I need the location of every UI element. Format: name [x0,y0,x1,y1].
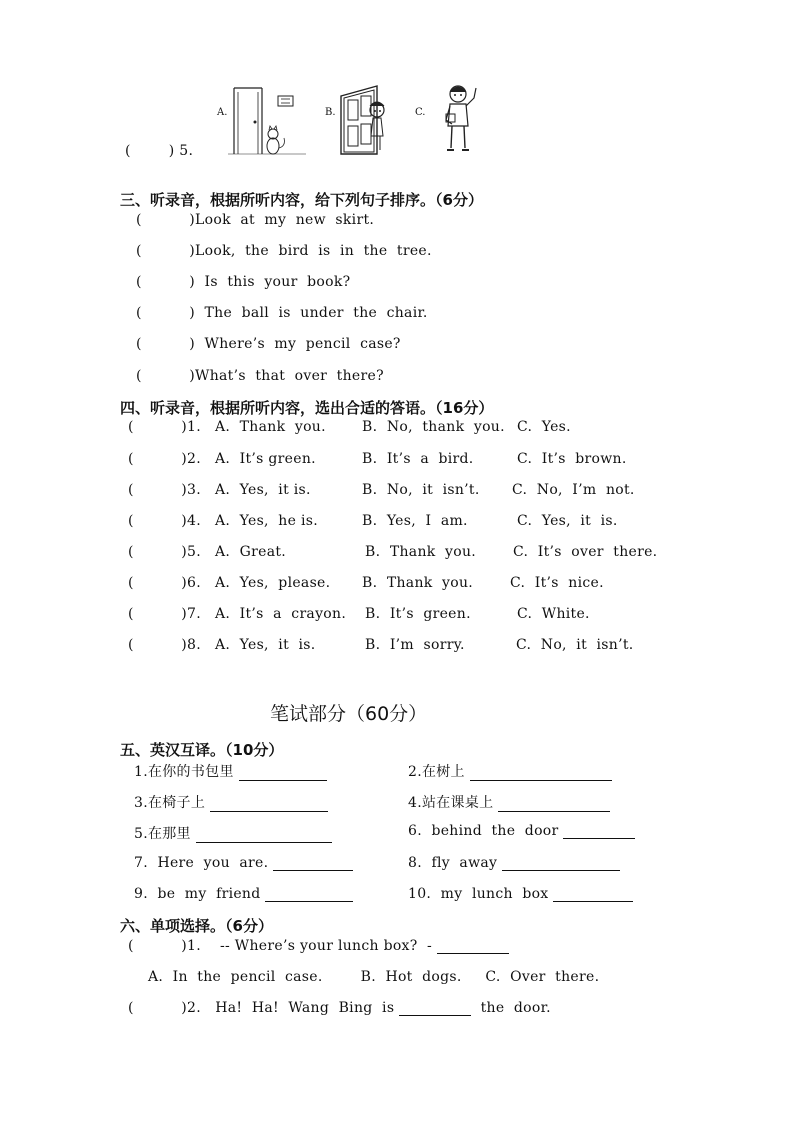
section-5-heading: 五、英汉互译。（10分） [120,741,284,759]
q5-label-c: C. [415,107,426,118]
answer-blank[interactable] [470,766,612,781]
translation-item: 1.在你的书包里 [134,761,327,781]
q5-label-a: A. [217,107,228,118]
translation-item: 4.站在课桌上 [408,792,610,812]
option-a: A. Yes, it is. [215,482,311,498]
translation-item: 8. fly away [408,855,620,871]
door-child-picture [335,82,395,158]
option-b: B. It’s a bird. [362,451,474,467]
option-c: C. No, I’m not. [512,482,635,498]
question-number: ( )5. [128,544,201,560]
answer-blank[interactable] [502,856,620,871]
option-b: B. Thank you. [362,575,474,591]
question-number: ( )1. [128,419,201,435]
option-c: C. It’s brown. [517,451,627,467]
option-a: A. Great. [215,544,287,560]
option-c: C. Yes. [517,419,571,435]
answer-blank[interactable] [239,766,327,781]
option-c: C. White. [517,606,590,622]
choice-question-1-options: A. In the pencil case. B. Hot dogs. C. Over there. [148,969,600,985]
translation-item: 5.在那里 [134,823,332,843]
translation-item: 6. behind the door [408,823,635,839]
section-3-item: ( )Look, the bird is in the tree. [136,243,432,259]
option-b: B. It’s green. [365,606,471,622]
option-c: C. It’s nice. [510,575,604,591]
choice-question-1: ( )1. -- Where’s your lunch box? - [128,938,509,954]
answer-blank[interactable] [265,887,353,902]
boy-pointing-picture [438,80,488,158]
section-6-heading: 六、单项选择。（6分） [120,917,273,935]
answer-blank[interactable] [196,828,332,843]
choice-question-2: ( )2. Ha! Ha! Wang Bing is the door. [128,1000,551,1016]
translation-item: 10. my lunch box [408,886,633,902]
answer-blank[interactable] [273,856,353,871]
translation-item: 9. be my friend [134,886,353,902]
option-b: B. I’m sorry. [365,637,465,653]
translation-item: 7. Here you are. [134,855,353,871]
option-c: C. No, it isn’t. [516,637,634,653]
section-4-heading: 四、听录音，根据所听内容，选出合适的答语。（16分） [120,399,494,417]
answer-blank[interactable] [563,824,635,839]
question-number: ( )7. [128,606,201,622]
answer-blank[interactable] [437,939,509,954]
door-cat-picture [228,82,308,160]
option-a: A. Thank you. [215,419,326,435]
answer-blank[interactable] [210,797,328,812]
translation-item: 2.在树上 [408,761,612,781]
section-3-item: ( ) Is this your book? [136,274,351,290]
section-3-item: ( )What’s that over there? [136,368,384,384]
answer-blank[interactable] [498,797,610,812]
answer-blank[interactable] [399,1001,471,1016]
option-b: B. Yes, I am. [362,513,468,529]
question-number: ( )6. [128,575,201,591]
option-a: A. It’s a crayon. [215,606,347,622]
answer-blank[interactable] [553,887,633,902]
section-3-item: ( ) Where’s my pencil case? [136,336,401,352]
option-a: A. Yes, he is. [215,513,318,529]
section-3-heading: 三、听录音，根据所听内容，给下列句子排序。（6分） [120,191,483,209]
option-a: A. Yes, it is. [215,637,316,653]
question-number: ( )8. [128,637,201,653]
option-a: A. It’s green. [215,451,316,467]
option-b: B. Thank you. [365,544,477,560]
option-a: A. Yes, please. [215,575,331,591]
question-number: ( )2. [128,451,201,467]
option-c: C. Yes, it is. [517,513,618,529]
option-b: B. No, it isn’t. [362,482,480,498]
option-b: B. No, thank you. [362,419,505,435]
option-c: C. It’s over there. [513,544,658,560]
question-number: ( )4. [128,513,201,529]
section-3-item: ( ) The ball is under the chair. [136,305,428,321]
written-part-title: 笔试部分（60分） [270,703,428,725]
question-number: ( )3. [128,482,201,498]
q5-label-b: B. [325,107,336,118]
q5-number: ( ) 5. [125,143,194,159]
translation-item: 3.在椅子上 [134,792,328,812]
section-3-item: ( )Look at my new skirt. [136,212,375,228]
